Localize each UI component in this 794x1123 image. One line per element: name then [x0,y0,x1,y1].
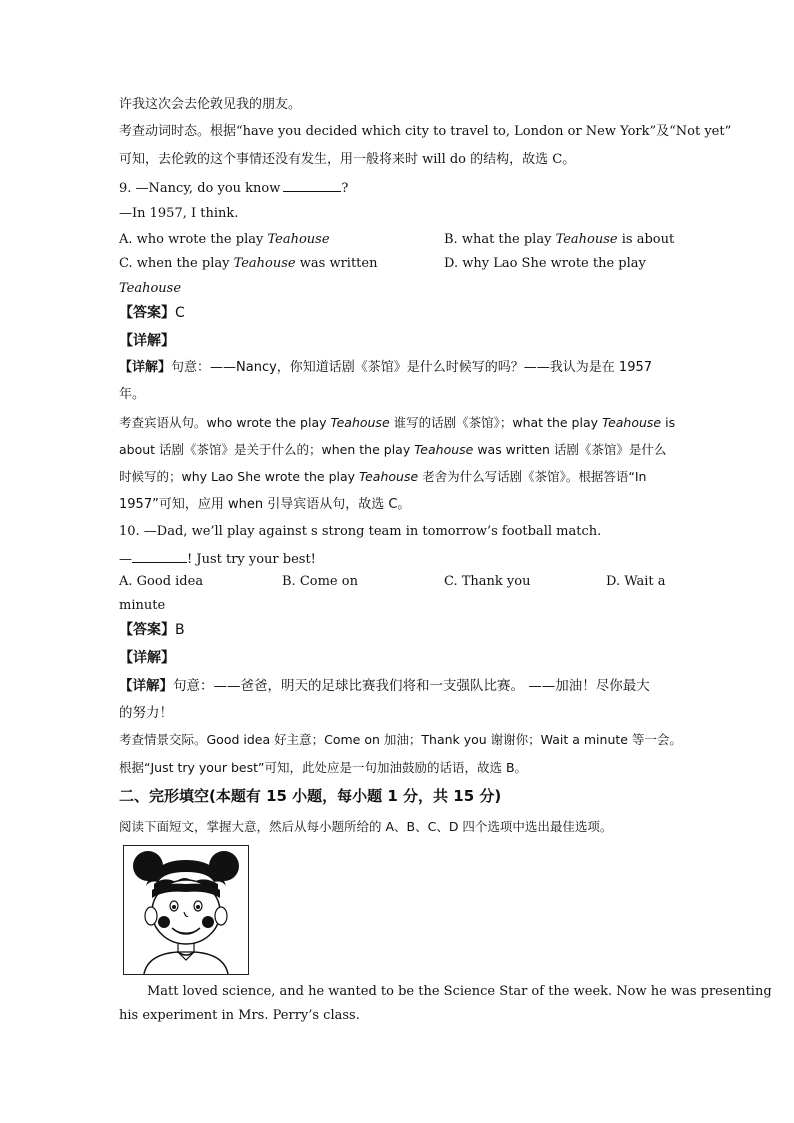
section-title: 二、完形填空(本题有 15 小题，每小题 1 分，共 15 分) [119,787,502,805]
option-text: B. what the play [444,232,556,247]
detail-text: 考查宾语从句。who wrote the play [119,415,331,430]
text-line: 许我这次会去伦敦见我的朋友。 [119,97,302,112]
detail-text: 句意：——爸爸，明天的足球比赛我们将和一支强队比赛。 ——加油！尽你最大 [173,678,650,694]
option-italic: Teahouse [119,281,182,296]
option-italic: Teahouse [233,256,296,271]
detail-10-line: 考查情景交际。Good idea 好主意；Come on 加油；Thank you 谢谢你；Wait a minute 等一会。 [119,732,682,747]
detail-text: 谁写的话剧《茶馆》；what the play [389,415,602,430]
answer-blank [283,178,341,192]
reply-line [119,549,679,569]
detail-text: 时候写的；why Lao She wrote the play [119,469,360,484]
detail-9-line: 1957”可知，应用 when 引导宾语从句，故选 C。 [119,497,411,512]
detail-tag: 【详解】 [119,360,172,375]
answer-value: C [175,305,185,321]
option-c [119,255,377,273]
reply-prefix: — [119,552,132,567]
option-italic: Teahouse [555,232,618,247]
answer-9 [119,304,185,322]
detail-10-line: 根据“Just try your best”可知，此处应是一句加油鼓励的话语，故选 B。 [119,760,528,775]
detail-text: about 话剧《茶馆》是关于什么的；when the play [119,442,415,457]
detail-italic: Teahouse [601,415,662,430]
detail-italic: Teahouse [414,442,474,457]
answer-10 [119,621,185,639]
detail-text: 句意：——Nancy，你知道话剧《茶馆》是什么时候写的吗？——我认为是在 1957 [171,360,653,375]
answer-tag: 【答案】 [119,305,175,321]
instructions: 阅读下面短文，掌握大意，然后从每小题所给的 A、B、C、D 四个选项中选出最佳选项。 [119,819,613,834]
option-b [444,231,674,249]
option-c: C. Thank you [444,574,531,589]
detail-9-line [119,414,679,432]
option-d: D. Wait a [606,574,666,589]
detail-text: 老舍为什么写话剧《茶馆》。根据答语“In [418,469,647,484]
detail-italic: Teahouse [330,415,390,430]
boy-drawing-icon [124,846,248,974]
detail-9-line: 年。 [119,387,146,402]
option-b: B. Come on [282,574,358,589]
option-text: A. who wrote the play [119,232,268,247]
question-10: 10. —Dad, we’ll play against s strong team in tomorrow’s football match. [119,524,602,539]
answer-tag: 【答案】 [119,622,175,638]
detail-10-line [119,677,679,695]
detail-text: is [661,415,676,430]
option-text: was written [295,256,378,271]
detail-tag: 【详解】 [119,333,175,349]
detail-italic: Teahouse [359,469,419,484]
option-text: is about [617,232,675,247]
detail-tag: 【详解】 [119,650,175,666]
question-end: ? [341,181,349,196]
option-a: A. Good idea [119,574,204,589]
paragraph-line: his experiment in Mrs. Perry’s class. [119,1008,360,1023]
text-line: 考查动词时态。根据“have you decided which city to travel to, London or New York”及“Not yet” [119,124,732,139]
text-line: 可知，去伦敦的这个事情还没有发生，用一般将来时 will do 的结构，故选 C。 [119,152,576,167]
option-text: C. when the play [119,256,234,271]
detail-tag: 【详解】 [119,678,173,694]
option-d-cont [119,280,181,298]
option-d: D. why Lao She wrote the play [444,256,646,271]
paragraph-line: Matt loved science, and he wanted to be the Science Star of the week. Now he was presenting [147,984,772,999]
detail-text: was written 话剧《茶馆》是什么 [473,442,667,457]
option-a [119,231,330,249]
option-italic: Teahouse [267,232,330,247]
detail-tag-9 [119,332,175,350]
illustration-boy [123,845,249,975]
detail-tag-10 [119,649,175,667]
detail-9-line [119,441,679,459]
question-9 [119,178,679,198]
reply-text: ! Just try your best! [187,552,316,567]
answer-value: B [175,622,185,638]
option-d-cont: minute [119,598,166,613]
question-text: 9. —Nancy, do you know [119,181,281,196]
detail-9-line [119,359,679,377]
detail-10-line: 的努力！ [119,705,173,721]
detail-9-line [119,468,679,486]
answer-blank [132,549,187,563]
reply-line: —In 1957, I think. [119,206,239,221]
